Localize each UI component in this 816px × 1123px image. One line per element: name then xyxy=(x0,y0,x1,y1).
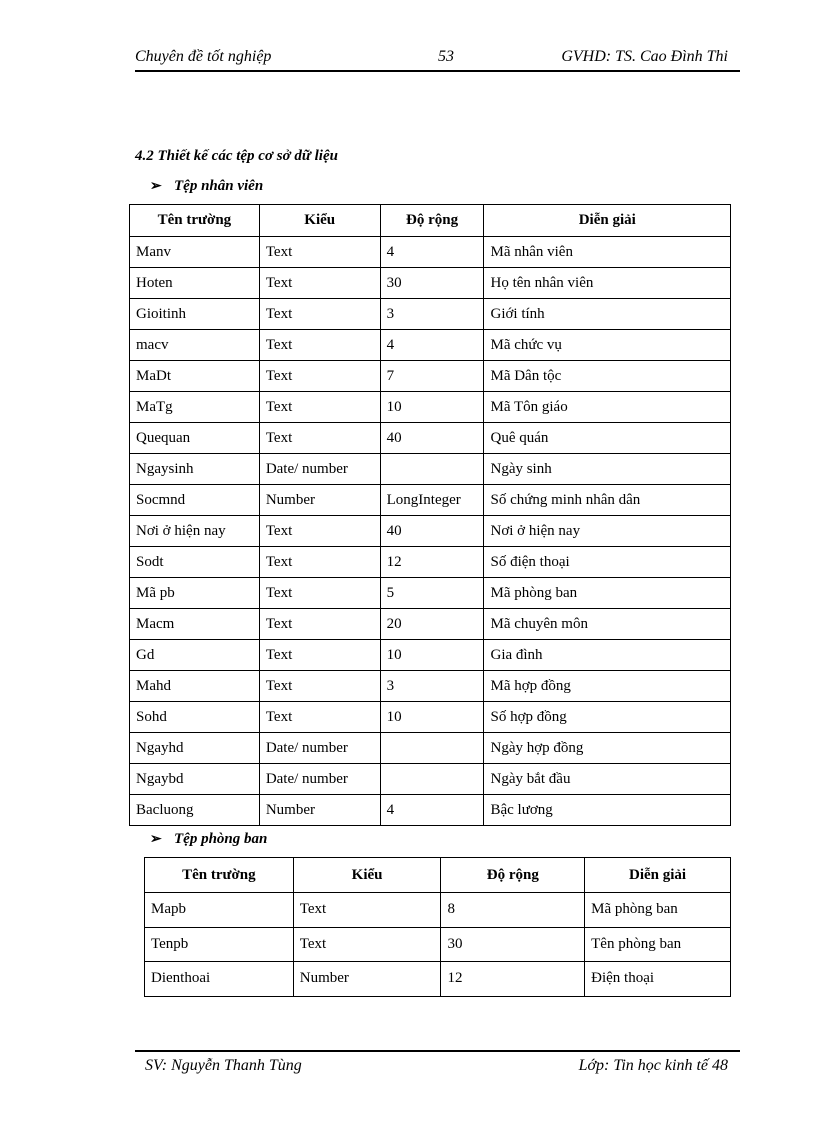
table-cell: Text xyxy=(259,702,380,733)
footer-student: SV: Nguyễn Thanh Tùng xyxy=(145,1057,302,1074)
table-cell: Nơi ở hiện nay xyxy=(130,516,260,547)
table-cell: Text xyxy=(259,671,380,702)
table-cell: Number xyxy=(259,795,380,826)
column-header: Độ rộng xyxy=(380,205,484,237)
table-cell: Text xyxy=(259,392,380,423)
table-cell: Ngayhd xyxy=(130,733,260,764)
arrow-bullet-icon: ➢ xyxy=(150,832,162,847)
table-row xyxy=(130,454,731,485)
table-cell: Text xyxy=(259,547,380,578)
table-cell: Number xyxy=(259,485,380,516)
table-cell: Dienthoai xyxy=(145,962,294,997)
column-header: Kiểu xyxy=(259,205,380,237)
table-cell: Mahd xyxy=(130,671,260,702)
table-cell: Bacluong xyxy=(130,795,260,826)
table-cell: Bậc lương xyxy=(484,795,731,826)
table-cell: Giới tính xyxy=(484,299,731,330)
table-cell: 10 xyxy=(380,702,484,733)
table-cell: Quê quán xyxy=(484,423,731,454)
table-row xyxy=(130,671,731,702)
table-row xyxy=(130,547,731,578)
table-cell: Ngày hợp đồng xyxy=(484,733,731,764)
table-row xyxy=(130,764,731,795)
table-row xyxy=(130,609,731,640)
table-cell: 7 xyxy=(380,361,484,392)
table-cell: MaTg xyxy=(130,392,260,423)
table-cell: Number xyxy=(293,962,441,997)
page-number: 53 xyxy=(438,48,454,65)
table-header-row xyxy=(145,858,731,893)
table-cell: Tenpb xyxy=(145,927,294,962)
header-document-title: Chuyên đề tốt nghiệp xyxy=(135,48,272,65)
table-cell: 10 xyxy=(380,392,484,423)
table-cell: Text xyxy=(259,640,380,671)
table-cell: Mã phòng ban xyxy=(484,578,731,609)
table-cell: Số hợp đồng xyxy=(484,702,731,733)
table-cell: 10 xyxy=(380,640,484,671)
table-row xyxy=(130,640,731,671)
table-cell: Mã chức vụ xyxy=(484,330,731,361)
table-cell: Text xyxy=(259,609,380,640)
table-cell xyxy=(380,454,484,485)
table-cell: 4 xyxy=(380,795,484,826)
table-row xyxy=(130,299,731,330)
table-cell: LongInteger xyxy=(380,485,484,516)
table-cell: 30 xyxy=(441,927,585,962)
table-cell: Text xyxy=(259,268,380,299)
table-cell: Text xyxy=(259,578,380,609)
table-cell: 3 xyxy=(380,299,484,330)
table-cell: 40 xyxy=(380,423,484,454)
table-cell: Date/ number xyxy=(259,454,380,485)
table-row xyxy=(130,361,731,392)
table-cell: 12 xyxy=(380,547,484,578)
table-cell: 40 xyxy=(380,516,484,547)
table-row xyxy=(130,268,731,299)
table-cell: Mã pb xyxy=(130,578,260,609)
table-cell: Text xyxy=(259,330,380,361)
column-header: Diễn giải xyxy=(484,205,731,237)
table-cell: Macm xyxy=(130,609,260,640)
table-cell: Manv xyxy=(130,237,260,268)
table-cell: Ngaysinh xyxy=(130,454,260,485)
table-cell: Text xyxy=(259,361,380,392)
table-cell: Text xyxy=(293,927,441,962)
table-row xyxy=(145,962,731,997)
table-cell: Điện thoại xyxy=(585,962,731,997)
page-header xyxy=(135,48,740,72)
table-cell: Sohd xyxy=(130,702,260,733)
table-row xyxy=(130,795,731,826)
table-cell: 4 xyxy=(380,237,484,268)
table-cell: Mã hợp đồng xyxy=(484,671,731,702)
table-cell: Date/ number xyxy=(259,733,380,764)
subsection-department-label: Tệp phòng ban xyxy=(174,831,268,847)
table-cell: Sodt xyxy=(130,547,260,578)
table-row xyxy=(130,578,731,609)
table-header-row xyxy=(130,205,731,237)
employee-table xyxy=(129,204,731,826)
table-cell: Số điện thoại xyxy=(484,547,731,578)
table-cell: Text xyxy=(259,423,380,454)
table-cell: 5 xyxy=(380,578,484,609)
subsection-department-file xyxy=(150,831,267,848)
table-cell: Socmnd xyxy=(130,485,260,516)
column-header: Tên trường xyxy=(145,858,294,893)
table-cell: Số chứng minh nhân dân xyxy=(484,485,731,516)
column-header: Tên trường xyxy=(130,205,260,237)
table-cell: Mã nhân viên xyxy=(484,237,731,268)
table-cell: 4 xyxy=(380,330,484,361)
table-cell: macv xyxy=(130,330,260,361)
table-cell: Mã phòng ban xyxy=(585,893,731,928)
footer-class: Lớp: Tin học kinh tế 48 xyxy=(578,1057,728,1074)
table-cell: Tên phòng ban xyxy=(585,927,731,962)
table-cell: Ngày bắt đầu xyxy=(484,764,731,795)
table-cell: Text xyxy=(259,516,380,547)
table-cell: Ngaybd xyxy=(130,764,260,795)
table-cell: Mã Tôn giáo xyxy=(484,392,731,423)
table-cell xyxy=(380,764,484,795)
table-row xyxy=(130,485,731,516)
section-title: 4.2 Thiết kế các tệp cơ sở dữ liệu xyxy=(135,148,338,164)
table-cell: 12 xyxy=(441,962,585,997)
table-row xyxy=(145,893,731,928)
table-cell: Mapb xyxy=(145,893,294,928)
table-cell: MaDt xyxy=(130,361,260,392)
table-cell: Ngày sinh xyxy=(484,454,731,485)
table-row xyxy=(130,330,731,361)
table-cell: Mã chuyên môn xyxy=(484,609,731,640)
table-cell: Hoten xyxy=(130,268,260,299)
table-cell xyxy=(380,733,484,764)
table-cell: 3 xyxy=(380,671,484,702)
table-cell: Gioitinh xyxy=(130,299,260,330)
table-row xyxy=(145,927,731,962)
table-cell: Nơi ở hiện nay xyxy=(484,516,731,547)
table-cell: 8 xyxy=(441,893,585,928)
column-header: Diễn giải xyxy=(585,858,731,893)
department-table xyxy=(144,857,731,997)
table-cell: Quequan xyxy=(130,423,260,454)
table-cell: Text xyxy=(293,893,441,928)
column-header: Độ rộng xyxy=(441,858,585,893)
page-footer xyxy=(135,1050,740,1080)
table-cell: Gia đình xyxy=(484,640,731,671)
header-supervisor: GVHD: TS. Cao Đình Thi xyxy=(561,48,728,65)
table-cell: 20 xyxy=(380,609,484,640)
table-row xyxy=(130,392,731,423)
subsection-employee-file xyxy=(150,178,263,195)
column-header: Kiểu xyxy=(293,858,441,893)
table-cell: Mã Dân tộc xyxy=(484,361,731,392)
table-cell: Text xyxy=(259,299,380,330)
table-cell: Gd xyxy=(130,640,260,671)
table-row xyxy=(130,237,731,268)
subsection-employee-label: Tệp nhân viên xyxy=(174,178,264,194)
table-row xyxy=(130,733,731,764)
table-row xyxy=(130,423,731,454)
table-cell: Họ tên nhân viên xyxy=(484,268,731,299)
table-cell: Date/ number xyxy=(259,764,380,795)
table-row xyxy=(130,516,731,547)
table-cell: 30 xyxy=(380,268,484,299)
table-row xyxy=(130,702,731,733)
arrow-bullet-icon: ➢ xyxy=(150,179,162,194)
table-cell: Text xyxy=(259,237,380,268)
